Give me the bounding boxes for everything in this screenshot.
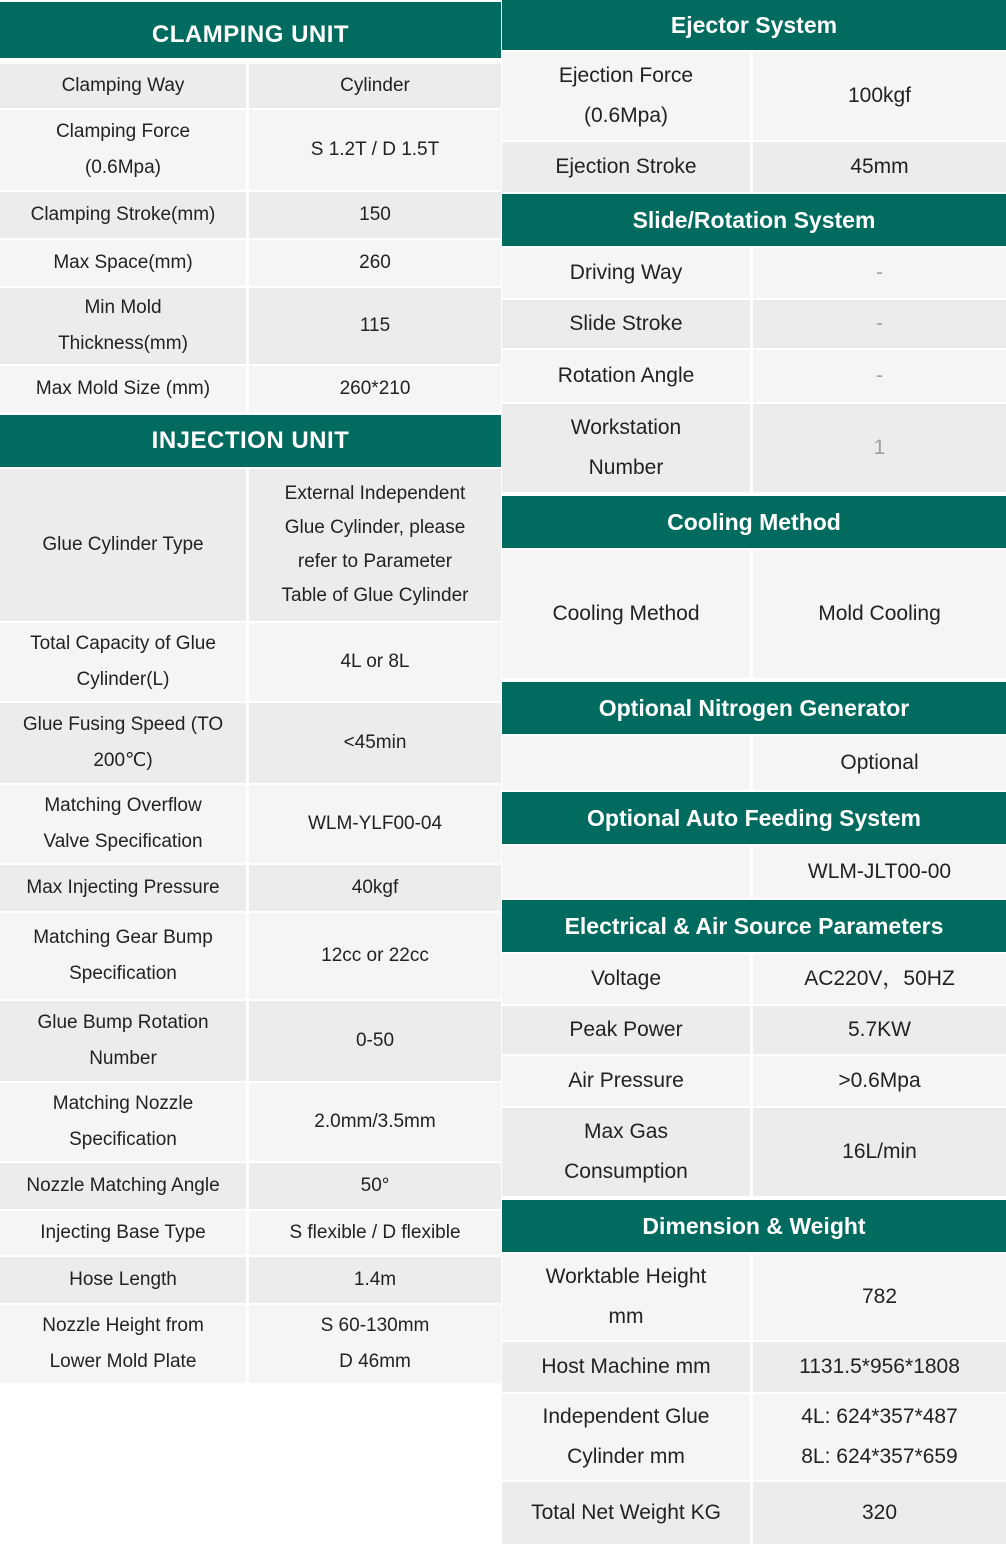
spec-label: Max Mold Size (mm) <box>0 366 246 412</box>
spec-value: 320 <box>753 1482 1006 1544</box>
spec-row <box>502 550 1006 678</box>
spec-label: Workstation Number <box>502 404 750 492</box>
spec-value: 5.7KW <box>753 1006 1006 1054</box>
spec-value: 4L or 8L <box>249 623 501 701</box>
spec-label: Min Mold Thickness(mm) <box>0 288 246 364</box>
spec-value: 12cc or 22cc <box>249 913 501 999</box>
spec-value: 16L/min <box>753 1108 1006 1196</box>
spec-label <box>502 736 750 790</box>
spec-value: S flexible / D flexible <box>249 1211 501 1255</box>
spec-row <box>0 110 501 190</box>
spec-value: 150 <box>249 192 501 238</box>
spec-label: Clamping Force (0.6Mpa) <box>0 110 246 190</box>
spec-row <box>502 142 1006 192</box>
spec-value: WLM-JLT00-00 <box>753 846 1006 898</box>
spec-row <box>0 192 501 238</box>
spec-row <box>0 703 501 783</box>
ejector-system-header <box>502 0 1006 50</box>
spec-row <box>0 366 501 412</box>
spec-row <box>502 300 1006 348</box>
spec-label <box>502 846 750 898</box>
nitrogen-generator-title: Optional Nitrogen Generator <box>598 694 910 721</box>
spec-row <box>0 240 501 286</box>
spec-row <box>502 1394 1006 1480</box>
dimension-weight-title: Dimension & Weight <box>642 1212 866 1239</box>
spec-value: 1131.5*956*1808 <box>753 1342 1006 1392</box>
spec-row <box>0 1083 501 1161</box>
spec-label: Nozzle Height from Lower Mold Plate <box>0 1305 246 1383</box>
spec-row <box>0 1211 501 1255</box>
spec-label: Nozzle Matching Angle <box>0 1163 246 1209</box>
spec-row <box>0 1257 501 1303</box>
spec-row <box>0 623 501 701</box>
spec-label: Matching Overflow Valve Specification <box>0 785 246 863</box>
spec-label: Matching Gear Bump Specification <box>0 913 246 999</box>
clamping-unit-title: CLAMPING UNIT <box>151 21 350 48</box>
spec-value: 100kgf <box>753 52 1006 140</box>
spec-value: Optional <box>753 736 1006 790</box>
spec-value: 40kgf <box>249 865 501 911</box>
spec-value: 115 <box>249 288 501 364</box>
spec-row <box>0 913 501 999</box>
spec-row <box>502 1056 1006 1106</box>
spec-label: Max Gas Consumption <box>502 1108 750 1196</box>
clamping-unit-header <box>0 2 501 58</box>
spec-label: Voltage <box>502 954 750 1004</box>
spec-value: 1.4m <box>249 1257 501 1303</box>
spec-value: 260*210 <box>249 366 501 412</box>
spec-row <box>502 350 1006 402</box>
spec-label: Cooling Method <box>502 550 750 678</box>
spec-label: Matching Nozzle Specification <box>0 1083 246 1161</box>
left-column <box>0 0 501 1383</box>
spec-row <box>0 785 501 863</box>
spec-label: Air Pressure <box>502 1056 750 1106</box>
spec-row <box>0 1163 501 1209</box>
spec-row <box>502 954 1006 1004</box>
spec-value: AC220V，50HZ <box>753 954 1006 1004</box>
spec-value: 4L: 624*357*487 8L: 624*357*659 <box>753 1394 1006 1480</box>
spec-value: S 1.2T / D 1.5T <box>249 110 501 190</box>
cooling-method-header <box>502 496 1006 548</box>
spec-value: - <box>753 350 1006 402</box>
spec-label: Rotation Angle <box>502 350 750 402</box>
spec-label: Max Space(mm) <box>0 240 246 286</box>
spec-label: Injecting Base Type <box>0 1211 246 1255</box>
nitrogen-generator-header <box>502 682 1006 734</box>
spec-label: Glue Fusing Speed (TO 200℃) <box>0 703 246 783</box>
auto-feeding-title: Optional Auto Feeding System <box>587 804 921 831</box>
spec-label: Ejection Force (0.6Mpa) <box>502 52 750 140</box>
spec-row <box>502 52 1006 140</box>
injection-unit-header <box>0 415 501 467</box>
spec-label: Clamping Way <box>0 64 246 108</box>
spec-row <box>0 64 501 108</box>
injection-unit-title: INJECTION UNIT <box>151 427 350 454</box>
spec-value: 1 <box>753 404 1006 492</box>
spec-label: Host Machine mm <box>502 1342 750 1392</box>
spec-label: Clamping Stroke(mm) <box>0 192 246 238</box>
spec-row <box>502 1342 1006 1392</box>
spec-value: 0-50 <box>249 1001 501 1081</box>
spec-label: Max Injecting Pressure <box>0 865 246 911</box>
spec-value: 45mm <box>753 142 1006 192</box>
spec-value: >0.6Mpa <box>753 1056 1006 1106</box>
spec-row <box>0 865 501 911</box>
spec-value: 2.0mm/3.5mm <box>249 1083 501 1161</box>
spec-row <box>502 1006 1006 1054</box>
spec-label: Total Net Weight KG <box>502 1482 750 1544</box>
spec-row <box>0 469 501 621</box>
spec-label: Glue Bump Rotation Number <box>0 1001 246 1081</box>
dimension-weight-header <box>502 1200 1006 1252</box>
spec-row <box>0 1305 501 1383</box>
spec-label: Worktable Height mm <box>502 1254 750 1340</box>
spec-row <box>0 1001 501 1081</box>
spec-row <box>502 1254 1006 1340</box>
slide-rotation-header <box>502 194 1006 246</box>
spec-value: <45min <box>249 703 501 783</box>
spec-value: Cylinder <box>249 64 501 108</box>
slide-rotation-title: Slide/Rotation System <box>632 206 876 233</box>
electrical-air-title: Electrical & Air Source Parameters <box>564 912 944 939</box>
spec-value: WLM-YLF00-04 <box>249 785 501 863</box>
spec-row <box>502 404 1006 492</box>
spec-label: Independent Glue Cylinder mm <box>502 1394 750 1480</box>
spec-value: S 60-130mm D 46mm <box>249 1305 501 1383</box>
ejector-system-title: Ejector System <box>670 11 838 38</box>
spec-row <box>502 1482 1006 1544</box>
electrical-air-header <box>502 900 1006 952</box>
spec-label: Hose Length <box>0 1257 246 1303</box>
right-column <box>502 0 1006 1544</box>
spec-value: 260 <box>249 240 501 286</box>
auto-feeding-header <box>502 792 1006 844</box>
spec-value: 50° <box>249 1163 501 1209</box>
cooling-method-title: Cooling Method <box>667 508 841 535</box>
spec-row <box>502 736 1006 790</box>
spec-label: Total Capacity of Glue Cylinder(L) <box>0 623 246 701</box>
spec-row <box>502 1108 1006 1196</box>
spec-value: External Independent Glue Cylinder, please refer to Parameter Table of Glue Cylinder <box>249 469 501 621</box>
spec-row <box>502 846 1006 898</box>
spec-value: - <box>753 300 1006 348</box>
spec-label: Driving Way <box>502 248 750 298</box>
spec-value: - <box>753 248 1006 298</box>
spec-row <box>502 248 1006 298</box>
spec-label: Peak Power <box>502 1006 750 1054</box>
spec-value: Mold Cooling <box>753 550 1006 678</box>
spec-value: 782 <box>753 1254 1006 1340</box>
spec-label: Slide Stroke <box>502 300 750 348</box>
spec-label: Glue Cylinder Type <box>0 469 246 621</box>
spec-label: Ejection Stroke <box>502 142 750 192</box>
spec-row <box>0 288 501 364</box>
